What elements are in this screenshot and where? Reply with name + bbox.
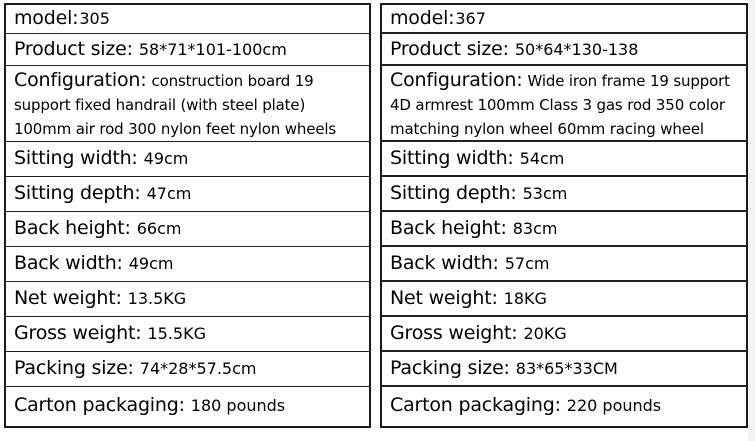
spec-value: 74*28*57.5cm <box>139 359 257 378</box>
spec-table-model-305 <box>4 3 371 428</box>
spec-label: Back height: <box>14 217 131 239</box>
spec-label: Gross weight: <box>14 322 142 344</box>
spec-row <box>382 66 746 142</box>
spec-label: Net weight: <box>390 287 498 309</box>
spec-row <box>6 282 369 317</box>
spec-value: 57cm <box>504 254 550 273</box>
spec-label: Back width: <box>14 252 123 274</box>
spec-row <box>6 247 369 282</box>
spec-value: 54cm <box>519 149 565 168</box>
spec-label: Packing size: <box>14 357 134 379</box>
spec-label: Configuration: <box>14 69 147 91</box>
spec-value: 66cm <box>136 219 182 238</box>
spec-label: Packing size: <box>390 357 510 379</box>
spec-label: model: <box>390 7 455 29</box>
spec-label: Sitting width: <box>14 147 138 169</box>
spec-row <box>382 212 746 247</box>
spec-label: Carton packaging: <box>14 394 185 416</box>
spec-label: Sitting depth: <box>390 182 517 204</box>
spec-row <box>6 142 369 177</box>
spec-row <box>6 5 369 34</box>
spec-value: 49cm <box>143 149 189 168</box>
spec-row <box>6 66 369 142</box>
spec-value: 83cm <box>512 219 558 238</box>
spec-value: 49cm <box>128 254 174 273</box>
spec-value: 305 <box>79 9 110 28</box>
spec-label: Back width: <box>390 252 499 274</box>
spec-label: Back height: <box>390 217 507 239</box>
spec-value: 220 pounds <box>566 396 662 415</box>
spec-value: 47cm <box>146 184 192 203</box>
spec-label: Net weight: <box>14 287 122 309</box>
spec-row <box>382 247 746 282</box>
spec-value: 18KG <box>503 289 547 308</box>
spec-row <box>6 352 369 387</box>
spec-row <box>382 34 746 66</box>
spec-row <box>382 142 746 177</box>
spec-row <box>382 387 746 426</box>
spec-row <box>6 212 369 247</box>
spec-label: Configuration: <box>390 69 523 91</box>
spec-row <box>382 177 746 212</box>
spec-value: 20KG <box>523 324 567 343</box>
spec-value: 58*71*101-100cm <box>138 40 287 59</box>
spec-label: Product size: <box>14 38 133 60</box>
spec-value: 13.5KG <box>127 289 187 308</box>
spec-value: Wide iron frame 19 support 4D armrest 100mm Class 3 gas rod 350 color matching nylon wheel 60mm racing wheel <box>390 72 730 138</box>
spec-row <box>382 317 746 352</box>
spec-value: construction board 19 support fixed handrail (with steel plate) 100mm air rod 300 nylon feet nylon wheels <box>14 72 337 138</box>
spec-row <box>6 34 369 66</box>
spec-label: Sitting depth: <box>14 182 141 204</box>
spec-row <box>382 282 746 317</box>
spec-value: 367 <box>455 9 486 28</box>
spec-table-model-367 <box>380 3 748 428</box>
spec-value: 83*65*33CM <box>515 359 618 378</box>
spec-value: 15.5KG <box>147 324 206 343</box>
spec-row <box>6 317 369 352</box>
page-edge-strip <box>748 0 755 441</box>
spec-row <box>382 352 746 387</box>
spec-value: 50*64*130-138 <box>514 40 639 59</box>
spec-value: 53cm <box>522 184 568 203</box>
spec-label: Gross weight: <box>390 322 518 344</box>
spec-value: 180 pounds <box>190 396 286 415</box>
spec-row <box>6 177 369 212</box>
spec-label: model: <box>14 7 79 29</box>
spec-label: Product size: <box>390 38 509 60</box>
spec-row <box>6 387 369 426</box>
spec-label: Carton packaging: <box>390 394 561 416</box>
spec-row <box>382 5 746 34</box>
spec-label: Sitting width: <box>390 147 514 169</box>
